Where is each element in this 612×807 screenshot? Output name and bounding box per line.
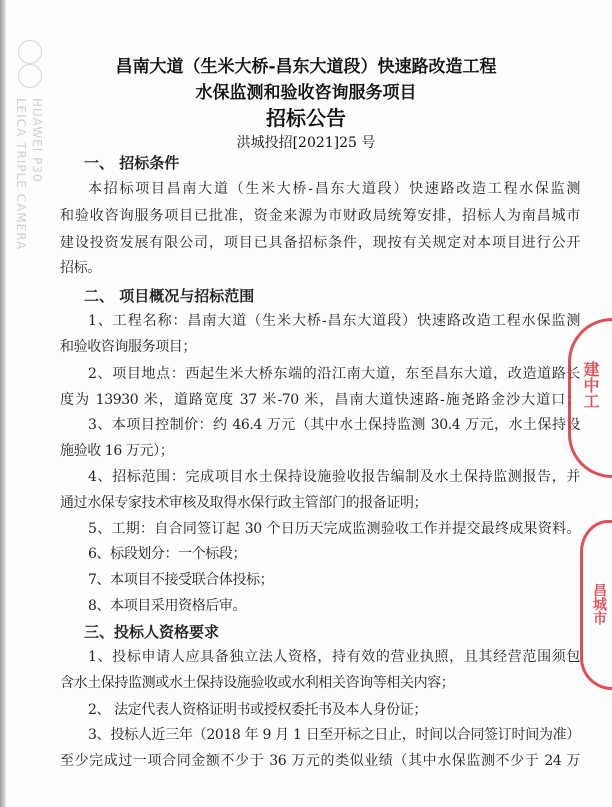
paragraph-line: 度为 13930 米，道路宽度 37 米-70 米，昌南大道快速路-施尧路金沙大道口； <box>60 392 580 408</box>
paragraph-line: 1、投标申请人应具备独立法人资格，持有效的营业执照，且其经营范围须包 <box>88 649 580 665</box>
section2-heading: 二、 项目概况与招标范围 <box>84 287 255 305</box>
paragraph-line: 2、项目地点：西起生米大桥东端的沿江南大道，东至昌东大道，改造道路长 <box>88 366 580 382</box>
paragraph-line: 2、 法定代表人资格证明书或授权委托书及本人身份证； <box>88 702 427 718</box>
watermark-line2: LEICA TRIPLE CAMERA <box>14 98 28 251</box>
paragraph-line: 通过水保专家技术审核及取得水保行政主管部门的报备证明； <box>60 495 428 511</box>
paragraph-line: 3、本项目控制价：约 46.4 万元（其中水土保持监测 30.4 万元，水土保持设 <box>88 417 580 433</box>
doc-title-line3: 招标公告 <box>266 106 346 130</box>
paragraph-line: 6、标段划分：一个标段； <box>88 546 247 562</box>
paragraph-line: 建设投资发展有限公司，项目已具备招标条件，现按有关规定对本项目进行公开 <box>60 235 580 251</box>
doc-title-line1: 昌南大道（生米大桥-昌东大道段）快速路改造工程 <box>115 57 497 77</box>
section3-heading: 三、投标人资格要求 <box>84 623 220 641</box>
watermark-line1: HUAWEI P30 <box>30 98 44 183</box>
seal-text: 建中工 <box>581 361 600 409</box>
doc-title-line2: 水保监测和验收咨询服务项目 <box>195 83 417 103</box>
doc-number: 洪城投招[2021]25 号 <box>236 135 376 151</box>
paragraph-line: 1、工程名称：昌南大道（生米大桥-昌东大道段）快速路改造工程水保监测 <box>88 313 580 329</box>
section1-heading: 一、 招标条件 <box>84 154 180 172</box>
paragraph-line: 和验收咨询服务项目已批准，资金来源为市财政局统筹安排，招标人为南昌城市 <box>60 208 580 224</box>
paragraph-line: 7、本项目不接受联合体投标； <box>88 572 274 588</box>
paragraph-line: 招标。 <box>60 260 101 276</box>
paragraph-line: 和验收咨询服务项目； <box>60 339 196 355</box>
official-seal-stamp <box>568 318 612 478</box>
paragraph-line: 5、工期：自合同签订起 30 个日历天完成监测验收工作并提交最终成果资料。 <box>88 521 580 537</box>
paragraph-line: 4、招标范围：完成项目水土保持设施验收报告编制及水土保持监测报告，并 <box>88 469 580 485</box>
seal-text: 昌城市 <box>591 583 607 625</box>
paragraph-line: 3、投标人近三年（2018 年 9 月 1 日至开标之日止，时间以合同签订时间为准） <box>88 727 580 743</box>
paragraph-line: 施验收 16 万元）； <box>60 443 174 459</box>
official-seal-stamp <box>580 520 612 690</box>
paragraph-line: 8、本项目采用资格后审。 <box>88 598 247 614</box>
paragraph-line: 本招标项目昌南大道（生米大桥-昌东大道段）快速路改造工程水保监测 <box>88 181 580 197</box>
paragraph-line: 含水土保持监测或水土保持设施验收或水利相关咨询等相关内容； <box>60 675 455 691</box>
paragraph-line: 至少完成过一项合同金额不少于 36 万元的类似业绩（其中水保监测不少于 24 万 <box>60 753 580 769</box>
